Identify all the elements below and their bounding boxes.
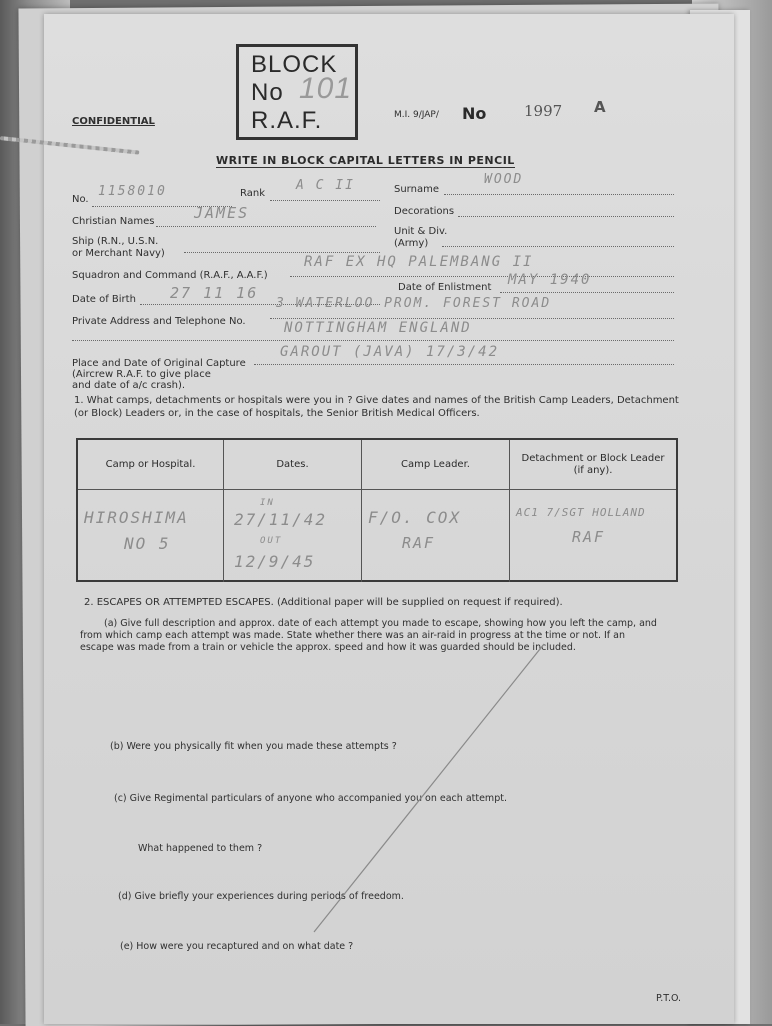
camp-name-line1: HIROSHIMA [84, 508, 189, 527]
dates-out-label: OUT [260, 536, 283, 546]
section-2c: (c) Give Regimental particulars of anyone who accompanied you on each attempt. [114, 793, 507, 804]
unit-label-line2: (Army) [394, 238, 429, 249]
instruction-heading: WRITE IN BLOCK CAPITAL LETTERS IN PENCIL [216, 154, 515, 167]
reference-no-label: No [462, 104, 487, 123]
capture-label-line1: Place and Date of Original Capture [72, 358, 246, 369]
address-line2: NOTTINGHAM ENGLAND [284, 320, 472, 336]
unit-label-line1: Unit & Div. [394, 226, 448, 237]
section-2a-line3: escape was made from a train or vehicle the approx. speed and how it was guarded should be included. [80, 642, 576, 653]
section-2c-sub: What happened to them ? [138, 843, 263, 854]
dates-in-label: IN [260, 498, 275, 508]
stamp-line-no: No [251, 79, 284, 106]
section-2e: (e) How were you recaptured and on what date ? [120, 941, 354, 952]
ship-label-line2: or Merchant Navy) [72, 248, 165, 259]
camp-name-line2: NO 5 [124, 534, 171, 553]
stamp-line-raf: R.A.F. [251, 107, 323, 134]
capture-label-line3: and date of a/c crash). [72, 380, 186, 391]
stamp-number: 101 [299, 72, 353, 105]
no-value: 1158010 [98, 184, 167, 199]
pencil-strike-line [44, 14, 734, 1024]
dob-label: Date of Birth [72, 294, 136, 305]
rank-label: Rank [240, 188, 265, 199]
section-2a-line1: (a) Give full description and approx. date of each attempt you made to escape, showing how you left the camp, and [104, 618, 657, 629]
reference-number: 1997 [524, 102, 563, 120]
question-1-line2: (or Block) Leaders or, in the case of hospitals, the Senior British Medical Officers. [74, 408, 480, 419]
table-header-camp-leader: Camp Leader. [362, 440, 510, 490]
block-leader-line1: AC1 7/SGT HOLLAND [516, 506, 646, 519]
ship-label-line1: Ship (R.N., U.S.N. [72, 236, 159, 247]
section-2a-line2: from which camp each attempt was made. State whether there was an air-raid in progress at the time or not. If an [80, 630, 626, 641]
camp-leader-line1: F/O. COX [368, 508, 462, 527]
squadron-label: Squadron and Command (R.A.F., A.A.F.) [72, 270, 268, 281]
section-2d: (d) Give briefly your experiences during periods of freedom. [118, 891, 404, 902]
no-label: No. [72, 194, 89, 205]
capture-value: GAROUT (JAVA) 17/3/42 [280, 344, 500, 360]
enlistment-label: Date of Enlistment [398, 282, 492, 293]
confidential-label: CONFIDENTIAL [72, 116, 155, 127]
surname-label: Surname [394, 184, 439, 195]
table-header-block-leader: Detachment or Block Leader (if any). [510, 440, 676, 490]
block-leader-line2: RAF [572, 528, 606, 546]
stamp-line-block: BLOCK [251, 51, 338, 78]
christian-names-value: JAMES [194, 204, 250, 222]
section-2b: (b) Were you physically fit when you made these attempts ? [110, 741, 397, 752]
surname-value: WOOD [484, 172, 524, 187]
dob-value: 27 11 16 [170, 284, 259, 302]
camp-leader-line2: RAF [402, 534, 436, 552]
dates-in-value: 27/11/42 [234, 510, 328, 529]
address-label: Private Address and Telephone No. [72, 316, 246, 327]
document-page [44, 14, 734, 1024]
rank-value: A C II [296, 178, 355, 193]
pto-label: P.T.O. [656, 993, 682, 1004]
enlistment-value: MAY 1940 [508, 272, 592, 288]
question-1-line1: 1. What camps, detachments or hospitals were you in ? Give dates and names of the British Camp Leaders, Detachment [74, 395, 679, 406]
reference-prefix: M.I. 9/JAP/ [394, 110, 439, 120]
table-header-dates: Dates. [224, 440, 362, 490]
squadron-value: RAF EX HQ PALEMBANG II [304, 254, 534, 270]
address-line1: 3 WATERLOO PROM. FOREST ROAD [276, 296, 552, 311]
section-2-title: 2. ESCAPES OR ATTEMPTED ESCAPES. (Additional paper will be supplied on request if required). [84, 597, 563, 608]
capture-label-line2: (Aircrew R.A.F. to give place [72, 369, 211, 380]
christian-names-label: Christian Names [72, 216, 155, 227]
decorations-label: Decorations [394, 206, 455, 217]
dates-out-value: 12/9/45 [234, 552, 316, 571]
reference-letter: A [594, 98, 606, 116]
table-header-camp: Camp or Hospital. [78, 440, 224, 490]
